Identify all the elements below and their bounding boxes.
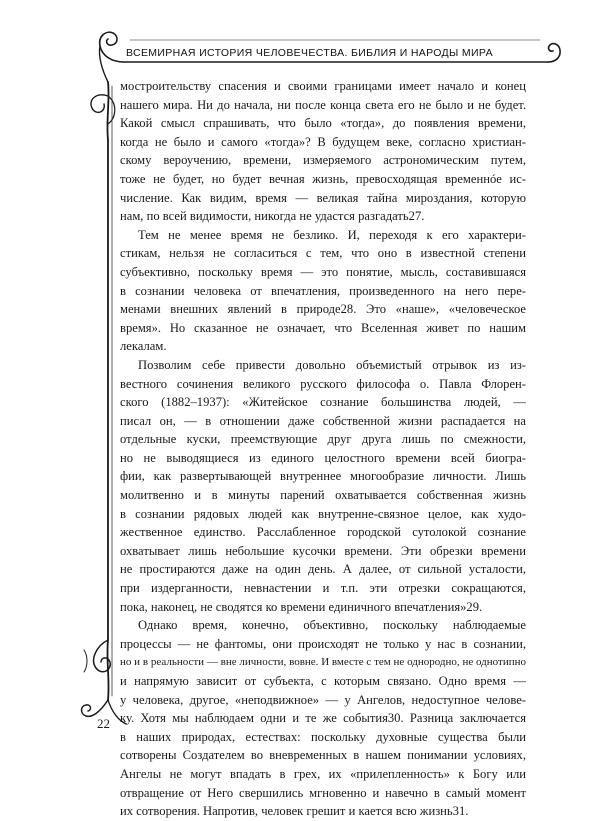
text-line: отдельные куски, преемствующие друг друга лишь по смежности, xyxy=(120,432,526,447)
text-line: менами внешних явлений в природе28. Это «наше», «человеческое xyxy=(120,302,526,317)
text-line: молитвенно и в минуты парений охватывается собственная жизнь xyxy=(120,488,526,503)
paragraph xyxy=(120,356,526,616)
text-line: стикам, нельзя не согласиться с тем, что оно в известной степени xyxy=(120,246,526,261)
text-line: когда не было и самого «тогда»? В будущем веке, согласно христиан- xyxy=(120,134,526,149)
running-header: ВСЕМИРНАЯ ИСТОРИЯ ЧЕЛОВЕЧЕСТВА. БИБЛИЯ И НАРОДЫ МИРА xyxy=(126,47,493,59)
text-line: Однако время, конечно, объективно, поскольку наблюдаемые xyxy=(138,618,526,633)
paragraph xyxy=(120,226,526,356)
left-border xyxy=(107,82,108,700)
text-line: Какой смысл спрашивать, что было «тогда», до появления времени, xyxy=(120,116,526,131)
text-line: Позволим себе привести довольно объемистый отрывок из из- xyxy=(138,357,526,372)
text-line: но не выводящиеся из единого целостного времени всей биогра- xyxy=(120,450,526,465)
upper-left-curl xyxy=(91,95,108,112)
text-line: в наших природах, естествах: поскольку духовные существа были xyxy=(120,729,526,744)
text-line: и напрямую зависит от субъекта, с которым связано. Одно время — xyxy=(120,674,526,688)
text-line: сотворены Создателем во вневременных в нашем понимании условиях, xyxy=(120,748,526,763)
text-line: процессы — не фантомы, они происходят не только у нас в сознании, xyxy=(120,636,526,651)
text-line: отвращение от Него свершились мгновенно и навечно в самый момент xyxy=(120,785,526,800)
paragraph xyxy=(120,77,526,226)
text-line: нам, по всей видимости, никогда не удастся разгадать27. xyxy=(120,209,425,224)
text-line: ку. Хотя мы наблюдаем одни и те же события30. Разница заключается xyxy=(120,711,526,726)
text-line: но и в реальности — вне личности, вовне. И вместе с тем не однородно, не однотипно xyxy=(120,656,526,669)
body-text xyxy=(120,77,526,821)
text-line: жественное единство. Расслабленное городской сутолокой сознание xyxy=(120,525,526,540)
text-line: у человека, другое, «неподвижное» — у Ангелов, недоступное челове- xyxy=(120,692,526,707)
text-line: писал он, — в отношении даже собственной жизни распадается на xyxy=(120,413,526,428)
text-line: скому вероучению, времени, измеряемого астрономическим путем, xyxy=(120,153,526,168)
text-line: числение. Как видим, время — великая тайна мироздания, которую xyxy=(120,190,526,205)
top-right-flourish xyxy=(548,44,560,62)
text-line: ского (1882–1937): «Житейское сознание большинства людей, — xyxy=(120,395,526,410)
text-line: субъективно, поскольку время — это понятие, мысль, составившаяся xyxy=(120,264,526,279)
page-number: 22 xyxy=(97,716,110,731)
text-line: мостроительству спасения и своими границами имеет начало и конец xyxy=(120,79,526,93)
text-line: фии, как развертывающей внутреннее многообразие личности. Лишь xyxy=(120,469,526,484)
text-line: Ангелы не могут впадать в грех, их «прилепленность» к Богу или xyxy=(120,766,526,781)
text-line: лекалам. xyxy=(120,339,167,354)
text-line: Тем не менее время не безлико. И, переходя к его характери- xyxy=(138,227,526,242)
text-line: при издерганности, невнастении и т.п. эти отрезки сокращаются, xyxy=(120,581,526,596)
text-line: вестного сочинения великого русского философа о. Павла Флорен- xyxy=(120,376,526,391)
paragraph xyxy=(120,616,526,821)
text-line: время». Но сказанное не означает, что Вселенная живет по нашим xyxy=(120,320,526,335)
text-line: пока, наконец, не сводятся ко времени единичного впечатления»29. xyxy=(120,599,483,614)
text-line: в сознании рядовых людей как внутренне-связное целое, как худо- xyxy=(120,506,526,521)
text-line: нашего мира. Ни до начала, ни после конца света его не было и не будет. xyxy=(120,97,526,112)
text-line: тоже не будет, но будет вечная жизнь, превосходящая временнóе ис- xyxy=(120,171,526,186)
text-line: охватывает лишь небольшие кусочки времени. Эти обрезки времени xyxy=(120,543,526,558)
text-line: их сотворения. Напротив, человек грешит и кается всю жизнь31. xyxy=(120,804,469,819)
text-line: не простираются даже на один день. А далее, от сильной усталости, xyxy=(120,562,526,577)
top-left-flourish xyxy=(100,32,124,62)
text-line: в сознании человека от впечатления, произведенного на него пере- xyxy=(120,283,526,298)
